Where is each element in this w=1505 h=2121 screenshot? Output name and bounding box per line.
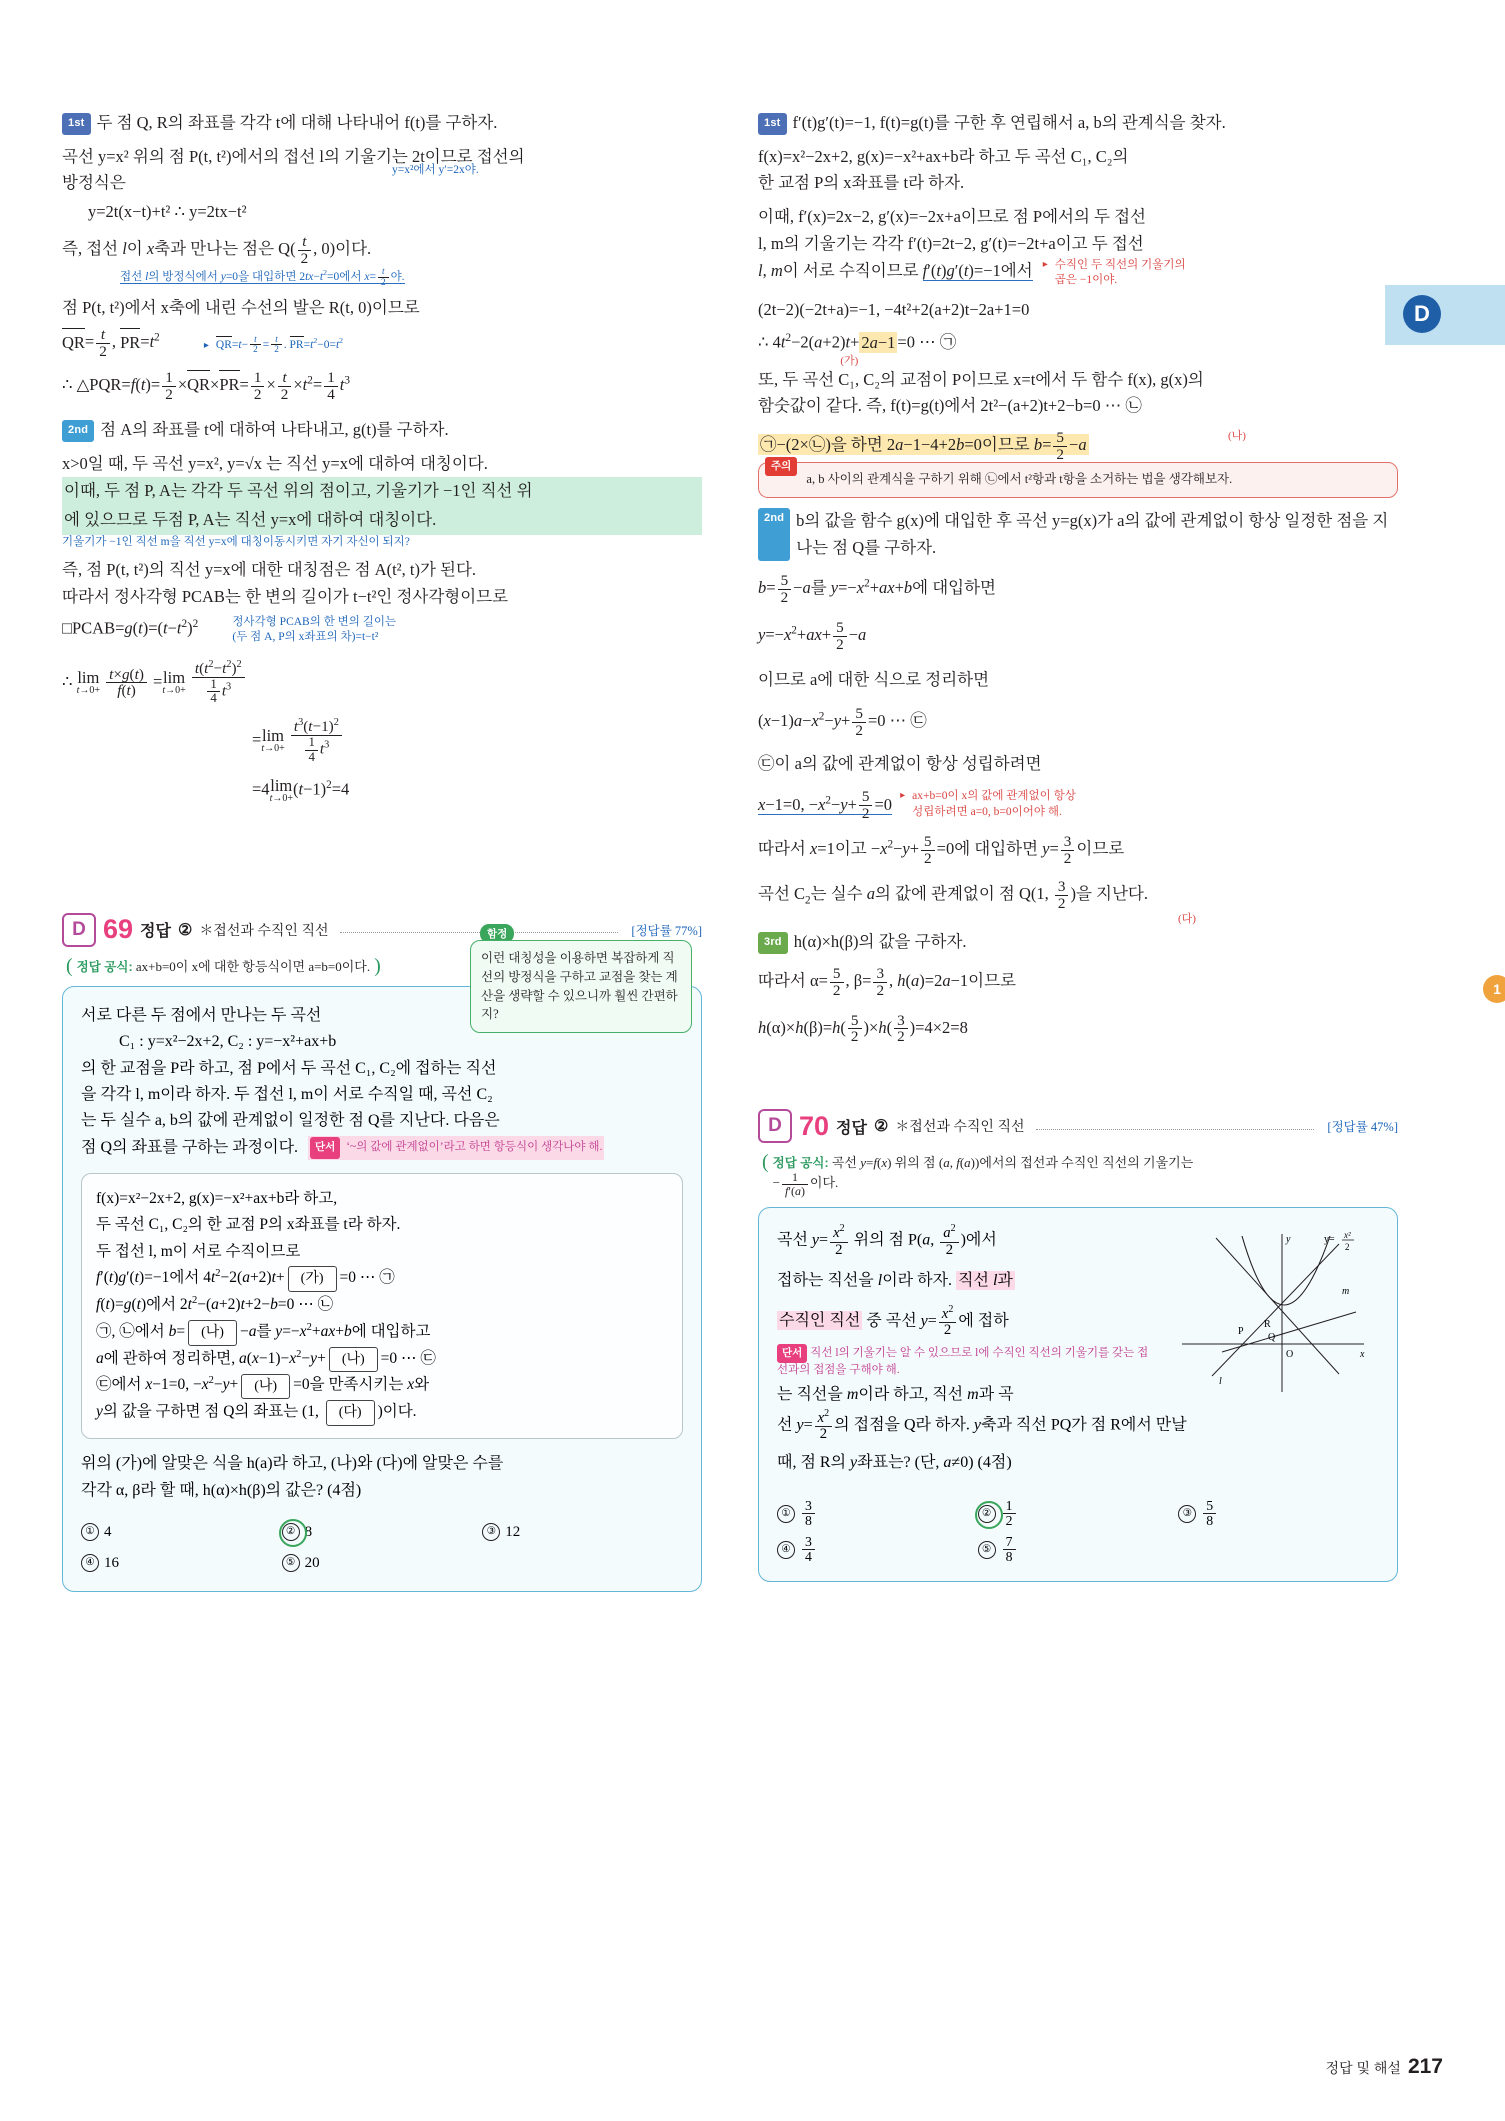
- right-step1: [758, 110, 1398, 137]
- caution-tag: 주의: [765, 457, 797, 476]
- r-step-badge-1st: 1st: [758, 113, 787, 135]
- q70-number: 70: [799, 1110, 830, 1141]
- q70-choice-2[interactable]: [978, 1499, 1179, 1529]
- q70-badge: D: [758, 1109, 792, 1143]
- q70-body-5: 때, 점 R의 y좌표는? (단, a≠0) (4점): [777, 1454, 1012, 1472]
- right-eq5: $(x-1)a-x^2-y+$ $\frac{5}{2}$ =0 ⋯ ㉢: [758, 704, 927, 739]
- q69-choice-1-text: 4: [104, 1523, 112, 1540]
- q69-body-1: C₁ : y=x²−2x+2, C₂ : y=−x²+ax+b: [119, 1033, 337, 1051]
- q69-tail2: 각각 α, β라 할 때, h(α)×h(β)의 값은? (4점): [81, 1481, 362, 1499]
- left-note5b: (두 점 A, P의 x좌표의 차)=t−t²: [232, 631, 379, 644]
- step1-text: 두 점 Q, R의 좌표를 각각 t에 대해 나타내어 f(t)를 구하자.: [96, 113, 498, 132]
- q69-body-4: 는 두 실수 a, b의 값에 관계없이 일정한 점 Q를 지난다. 다음은: [81, 1112, 500, 1130]
- step2-text: 점 A의 좌표를 t에 대하여 나타내고, g(t)를 구하자.: [100, 420, 449, 440]
- q70-choice-5-num: ⑤: [978, 1541, 996, 1559]
- q69-choice-2[interactable]: [282, 1520, 483, 1545]
- q70-choice-3-num-val: 5: [1203, 1499, 1216, 1514]
- left-line5: x>0일 때, 두 곡선 y=x², y=√x 는 직선 y=x에 대하여 대칭이다.: [62, 453, 488, 473]
- q69-body-5: 점 Q의 좌표를 구하는 과정이다. 단서 ‘~의 값에 관계없이’라고 하면 항등식이 생각나야 해.: [81, 1135, 683, 1161]
- right-l12: 곡선 $C_2$는 실수 a의 값에 관계없이 점 Q(1, $\frac{3}{2}$ )을 지난다.: [758, 878, 1148, 913]
- right-l1: f(x)=x²−2x+2, g(x)=−x²+ax+b라 하고 두 곡선 C₁, C₂의: [758, 146, 1129, 166]
- left-note2: 접선 l의 방정식에서 y=0을 대입하면 $2tx-t^2=0$에서 x= $\frac{t}{2}$ 야.: [120, 266, 405, 287]
- q69-formula: ( 정답 공식: ax+b=0이 x에 대한 항등식이면 a=b=0이다. ): [66, 954, 381, 977]
- right-l8: b= $\frac{5}{2}$ −a를 $y=-x^2+ax+b$에 대입하면: [758, 572, 996, 607]
- left-step1: [62, 110, 702, 137]
- tab-letter: D: [1403, 295, 1441, 333]
- q69-number: 69: [103, 914, 134, 945]
- q70-choices: [777, 1493, 1379, 1565]
- left-line1: 곡선 y=x² 위의 점 P(t, t²)에서의 접선 l의 기울기는 2t이므로 접선의: [62, 146, 525, 166]
- q69-topic: ＊접선과 수직인 직선: [199, 923, 329, 939]
- left-hl1: 이때, 두 점 P, A는 각각 두 곡선 위의 점이고, 기울기가 −1인 직선 위: [62, 477, 702, 506]
- q70-choice-4-num: ④: [777, 1541, 795, 1559]
- q70-body-2: 수직인 직선 중 곡선 y= $\frac{x^2}{2}$ 에 접하: [779, 1303, 1009, 1339]
- svg-text:P: P: [1238, 1326, 1244, 1338]
- q70-choice-2-num-val: 1: [1003, 1499, 1016, 1514]
- q70-rate: [정답률 47%]: [1327, 1120, 1398, 1135]
- q69-inner-6: a에 관하여 정리하면, $a(x-1)-x^2-y+$ (나) =0 ⋯ ㉢: [96, 1346, 668, 1373]
- right-l13: 따라서 α= $\frac{5}{2}$ , β= $\frac{3}{2}$ , h(a)=2a−1이므로: [758, 964, 1016, 999]
- q69-choice-5[interactable]: [282, 1551, 483, 1576]
- q69-dots: [340, 922, 619, 933]
- page-number: 217: [1407, 2055, 1443, 2078]
- left-column: [62, 110, 702, 1592]
- q70-hint-text: 직선 l의 기울기는 알 수 있으므로 l에 수직인 직선의 기울기를 갖는 접선과의 접점을 구해야 해.: [777, 1347, 1149, 1376]
- left-line4: 점 P(t, t²)에서 x축에 내린 수선의 발은 R(t, 0)이므로: [62, 297, 420, 317]
- q69-inner-7: ㉢에서 x−1=0, $-x^2-y+$ (나) =0을 만족시키는 x와: [96, 1372, 668, 1399]
- q70-answer-value: ②: [873, 1118, 889, 1136]
- left-eq4: $□PCAB=g(t)=(t-t^2)^2$ 정사각형 PCAB의 한 변의 길이는 (두 점 A, P의 x좌표의 차)=t−t²: [62, 615, 397, 644]
- right-eq2: ∴ $4t^2-2(a+2)t+ 2a-1 =0$ ⋯ ㉠ $_{(가)}$: [758, 332, 961, 367]
- q69-choice-4-text: 16: [104, 1554, 119, 1571]
- q69-choice-3-text: 12: [505, 1523, 521, 1540]
- left-line3: 즉, 접선 l이 x축과 만나는 점은 Q( $\frac{t}{2}$ , 0)이다.: [62, 233, 372, 268]
- q69-choice-4-num: ④: [81, 1554, 99, 1572]
- right-l9: 이므로 a에 대한 식으로 정리하면: [758, 670, 990, 690]
- caution-text: a, b 사이의 관계식을 구하기 위해 ㉡에서 t²항과 t항을 소거하는 법을 생각해보자.: [806, 471, 1233, 486]
- q69-answer-value: ②: [177, 921, 193, 939]
- r-step-badge-3rd: 3rd: [758, 932, 788, 954]
- right-eq1: (2t−2)(−2t+a)=−1, −4t²+2(a+2)t−2a+1=0: [758, 299, 1030, 319]
- q70-choice-5-den-val: 8: [1005, 1549, 1013, 1565]
- q69-choice-1-num: ①: [81, 1523, 99, 1541]
- right-eq7: h(α)×h(β)=h( $\frac{5}{2}$ )×h( $\frac{3}{2}$ )=4×2=8: [758, 1011, 968, 1046]
- left-note1: y=x²에서 y′=2x야.: [392, 164, 479, 177]
- right-note2b: 성립하려면 a=0, b=0이어야 해.: [912, 805, 1062, 818]
- svg-text:l: l: [1219, 1376, 1222, 1388]
- left-eq5: ∴ lim t→0+ $\frac{t\times g(t)}{f(t)}$ =lim t→0+ $t(t^2-t^2)^2$ $\frac{1}{4}$ $t^3$: [62, 660, 702, 706]
- q69-inner-1: 두 곡선 C₁, C₂의 한 교점 P의 x좌표를 t라 하자.: [96, 1216, 401, 1234]
- q70-body-0: 곡선 y= $\frac{x^2}{2}$ 위의 점 P(a, $\frac{a^2}{2}$ )에서: [777, 1223, 997, 1258]
- q70-answer-label: 정답: [836, 1119, 867, 1137]
- svg-text:m: m: [1342, 1286, 1350, 1298]
- q70-body-4: 선 y= $\frac{x^2}{2}$ 의 접점을 Q라 하자. y축과 직선 PQ가 점 R에서 만날: [777, 1407, 1187, 1442]
- r-step3-text: h(α)×h(β)의 값을 구하자.: [793, 931, 967, 951]
- q69-choice-4[interactable]: [81, 1551, 282, 1576]
- r-step1-text: f′(t)g′(t)=−1, f(t)=g(t)를 구한 후 연립해서 a, b의 관계식을 찾자.: [792, 113, 1226, 132]
- q70-choice-4[interactable]: [777, 1535, 978, 1565]
- svg-text:Q: Q: [1268, 1332, 1276, 1344]
- right-eq6: x−1=0, $-x^2-y+$ $\frac{5}{2}$ =0 ▸ ax+b=0이 x의 값에 관계없이 항상 성립하려면 a=0, b=0이어야 해.: [758, 789, 1398, 822]
- q69-inner-5: ㉠, ㉡에서 b= (나) −a를 $y=-x^2+ax+b$에 대입하고: [96, 1319, 668, 1346]
- trap-balloon: 이런 대칭성을 이용하면 복잡하게 직선의 방정식을 구하고 교점을 찾는 계산을 생략할 수 있으니까 훨씬 간편하지?: [470, 940, 692, 1033]
- q69-inner-2: 두 접선 l, m이 서로 수직이므로: [96, 1242, 301, 1260]
- q69-inner-box: [81, 1173, 683, 1439]
- q70-choice-3[interactable]: [1178, 1499, 1379, 1529]
- q69-choice-3[interactable]: [482, 1520, 683, 1545]
- right-l5: l, m이 서로 수직이므로 f′(t)g′(t)=−1에서 ▸ 수직인 두 직선의 기울기의 곱은 −1이야.: [758, 258, 1398, 289]
- q70-choice-1[interactable]: [777, 1499, 978, 1529]
- q69-box: [62, 986, 702, 1593]
- right-column: [758, 110, 1398, 1582]
- left-note4: 기울기가 −1인 직선 m을 직선 y=x에 대칭이동시키면 자기 자신이 되지?: [62, 535, 410, 548]
- right-l3: 이때, f′(x)=2x−2, g′(x)=−2x+a이므로 점 P에서의 두 접선: [758, 207, 1146, 227]
- svg-text:y=: y=: [1324, 1234, 1335, 1246]
- right-l7: 함숫값이 같다. 즉, f(t)=g(t)에서 2t²−(a+2)t+2−b=0 ⋯ ㉡: [758, 396, 1142, 416]
- orange-marker: 1: [1483, 975, 1505, 1003]
- q70-formula: ( 정답 공식: 곡선 y=f(x) 위의 점 (a, f(a))에서의 접선과 수직인 직선의 기울기는 − $\frac{1}{f'(a)}$ 이다.: [762, 1151, 1194, 1198]
- q69-rate: [정답률 77%]: [631, 923, 702, 938]
- q69-choice-5-num: ⑤: [282, 1554, 300, 1572]
- tag-ga: (가): [840, 354, 859, 367]
- svg-text:y: y: [1286, 1234, 1291, 1246]
- q70-box: [758, 1207, 1398, 1581]
- page-footer: [1326, 2055, 1443, 2079]
- left-step2: [62, 417, 702, 444]
- q70-choice-1-num: ①: [777, 1505, 795, 1523]
- q70-choice-4-den-val: 4: [805, 1549, 812, 1565]
- q70-body-1: 접하는 직선을 l이라 하자. 직선 l과: [777, 1272, 1013, 1290]
- right-l11: 따라서 x=1이고 $-x^2-y+$ $\frac{5}{2}$ =0에 대입하면 y= $\frac{3}{2}$ 이므로: [758, 833, 1125, 868]
- q69-choice-2-text: 8: [304, 1523, 313, 1540]
- q69-body-2: 의 한 교점을 P라 하고, 점 P에서 두 곡선 C₁, C₂에 접하는 직선: [81, 1059, 497, 1077]
- right-step3: [758, 929, 1398, 956]
- q69-inner-4: f(t)=g(t)에서 $2t^2-(a+2)t+2-b=0$ ⋯ ㉡: [96, 1295, 334, 1314]
- q69-hint-tag: 단서: [310, 1137, 340, 1158]
- right-eq4: $y=-x^2+ax+$ $\frac{5}{2}$ −a: [758, 619, 867, 654]
- q70-choice-4-num-val: 3: [802, 1535, 815, 1550]
- q70-choice-2-num: ②: [978, 1505, 996, 1523]
- q69-body-3: 을 각각 l, m이라 하자. 두 접선 l, m이 서로 수직일 때, 곡선 C₂: [81, 1085, 493, 1103]
- left-line6: 즉, 점 P(t, t²)의 직선 y=x에 대한 대칭점은 점 A(t², t)가 된다.: [62, 560, 477, 580]
- right-l6: 또, 두 곡선 C₁, C₂의 교점이 P이므로 x=t에서 두 함수 f(x), g(x)의: [758, 369, 1204, 389]
- q69-inner-3: f′(t)g′(t)=−1에서 $4t^2-2(a+2)t+$ (가) =0 ⋯ ㉠: [96, 1265, 668, 1292]
- q70-dots: [1036, 1119, 1315, 1130]
- section-tab-d: [1385, 285, 1505, 345]
- q69-inner-8: y의 값을 구하면 점 Q의 좌표는 (1, (다) )이다.: [96, 1399, 668, 1426]
- right-l10: ㉢이 a의 값에 관계없이 항상 성립하려면: [758, 753, 1042, 773]
- svg-text:R: R: [1264, 1319, 1271, 1331]
- q70-choice-2-den-val: 2: [1005, 1513, 1013, 1529]
- question-70-header: [758, 1109, 1398, 1143]
- tag-da: (다): [1178, 913, 1196, 926]
- q69-choice-5-text: 20: [304, 1554, 320, 1571]
- q69-formula-text: ax+b=0이 x에 대한 항등식이면 a=b=0이다.: [135, 958, 371, 974]
- footer-label: 정답 및 해설: [1325, 2060, 1401, 2076]
- left-hl2: 에 있으므로 두점 P, A는 직선 y=x에 대하여 대칭이다.: [62, 506, 702, 535]
- trap-pin: 함정: [480, 924, 514, 943]
- q70-graph: [1164, 1224, 1379, 1399]
- q70-hint-tag: 단서: [777, 1344, 807, 1362]
- right-note1b: 곱은 −1이야.: [1054, 274, 1118, 287]
- right-note2a: ax+b=0이 x의 값에 관계없이 항상: [912, 790, 1076, 803]
- q70-choice-5[interactable]: [978, 1535, 1179, 1565]
- tag-na: (나): [1228, 429, 1246, 442]
- q69-answer-label: 정답: [140, 923, 171, 941]
- q70-hint: [777, 1344, 1154, 1378]
- svg-text:O: O: [1286, 1349, 1294, 1361]
- q69-formula-label: 정답 공식:: [76, 959, 133, 974]
- right-l4: l, m의 기울기는 각각 f′(t)=2t−2, g′(t)=−2t+a이고 두 접선: [758, 233, 1144, 253]
- left-eq6: =lim t→0+ $t^3(t-1)^2$ $\frac{1}{4}$ $t^3$: [252, 718, 702, 764]
- q70-topic: ＊접선과 수직인 직선: [895, 1120, 1025, 1136]
- left-note5a: 정사각형 PCAB의 한 변의 길이는: [232, 615, 397, 628]
- caution-box: [758, 459, 1398, 498]
- left-line7: 따라서 정사각형 PCAB는 한 변의 길이가 t−t²인 정사각형이므로: [62, 587, 509, 607]
- q70-choice-3-num: ③: [1178, 1505, 1196, 1523]
- q69-tail1: 위의 (가)에 알맞은 식을 h(a)라 하고, (나)와 (다)에 알맞은 수를: [81, 1455, 504, 1473]
- svg-text:x: x: [1360, 1349, 1365, 1361]
- q70-formula-label: 정답 공식:: [772, 1156, 829, 1171]
- q70-body-3: 는 직선을 m이라 하고, 직선 m과 곡: [777, 1386, 1014, 1404]
- left-eq7: =4lim t→0+ $(t-1)^2=4$: [252, 775, 350, 805]
- q70-choice-5-num-val: 7: [1003, 1535, 1016, 1550]
- r-step-badge-2nd: 2nd: [758, 508, 790, 561]
- right-l2: 한 교점 P의 x좌표를 t라 하자.: [758, 173, 965, 193]
- left-eq2: QR= $\frac{t}{2}$ , $PR=t^2$ ▸ QR=t− $\frac{t}{2}$ = $\frac{t}{2}$ . $PR=t^2-0=t^2$: [62, 327, 702, 360]
- q69-body-0: 서로 다른 두 점에서 만나는 두 곡선: [81, 1006, 322, 1024]
- step-badge-1st: 1st: [62, 113, 91, 135]
- svg-text:2: 2: [1345, 1242, 1350, 1253]
- right-eq3: ㉠−(2×㉡)을 하면 2a−1−4+2b=0이므로 b= $\frac{5}{2}$ −a: [760, 429, 1087, 463]
- q70-choice-1-den-val: 8: [805, 1513, 812, 1529]
- q70-choice-3-den-val: 8: [1206, 1513, 1214, 1529]
- step-badge-2nd: 2nd: [62, 420, 94, 442]
- svg-text:x²: x²: [1344, 1230, 1351, 1241]
- q69-hint-text: ‘~의 값에 관계없이’라고 하면 항등식이 생각나야 해.: [346, 1141, 603, 1154]
- left-eq1: y=2t(x−t)+t² ∴ y=2tx−t²: [88, 201, 247, 221]
- right-step2: [758, 508, 1398, 561]
- left-eq3: ∴ △PQR=f(t)= $\frac{1}{2}$ ×QR×PR= $\frac{1}{2}$ × $\frac{t}{2}$ $\times t^2=$ $\frac{1}{4}$ $t^3$: [62, 369, 350, 404]
- q70-choice-1-num-val: 3: [802, 1499, 815, 1514]
- q69-choices: [81, 1514, 683, 1576]
- right-note1a: 수직인 두 직선의 기울기의: [1054, 258, 1186, 271]
- q69-choice-3-num: ③: [482, 1523, 500, 1541]
- q69-badge: D: [62, 913, 96, 947]
- q69-choice-2-num: ②: [282, 1523, 300, 1541]
- q69-choice-1[interactable]: [81, 1520, 282, 1545]
- graph-svg: [1164, 1224, 1379, 1399]
- r-step2-text: b의 값을 함수 g(x)에 대입한 후 곡선 y=g(x)가 a의 값에 관계없이 항상 일정한 점을 지나는 점 Q를 구하자.: [796, 510, 1389, 557]
- left-line2: 방정식은: [62, 173, 126, 193]
- q69-inner-0: f(x)=x²−2x+2, g(x)=−x²+ax+b라 하고,: [96, 1190, 338, 1208]
